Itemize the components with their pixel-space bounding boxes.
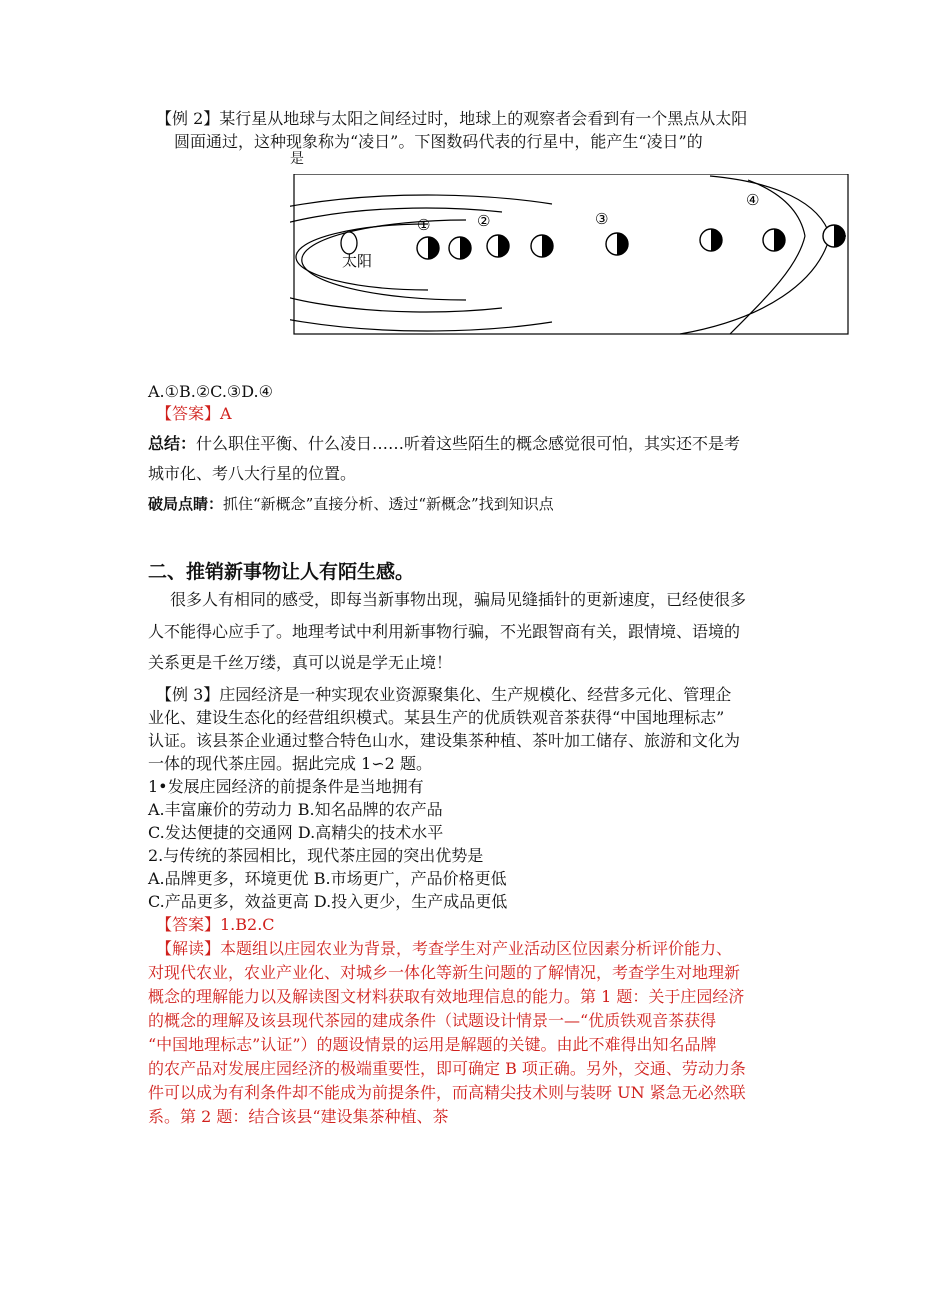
question2-options-ab: A.品牌更多，环境更优 B.市场更广，产品价格更低 — [148, 869, 507, 888]
section2-para-line2: 人不能得心应手了。地理考试中利用新事物行骗，不光跟智商有关，跟情境、语境的 — [148, 622, 741, 641]
explanation-line-7: 件可以成为有利条件却不能成为前提条件，而高精尖技术则与装呀 UN 紧急无必然联 — [148, 1083, 746, 1102]
planet-3-icon — [487, 235, 509, 257]
planet-label-1: ① — [417, 216, 431, 234]
example2-line2: 圆面通过，这种现象称为“凌日”。下图数码代表的行星中，能产生“凌日”的 — [174, 132, 703, 151]
example3-line-4: 一体的现代茶庄园。据此完成 1∽2 题。 — [148, 754, 432, 773]
example3-line-1: 【例 3】庄园经济是一种实现农业资源聚集化、生产规模化、经营多元化、管理企 — [156, 685, 732, 704]
sun-label: 太阳 — [342, 252, 373, 270]
planet-4-icon — [531, 235, 553, 257]
planet-1-icon — [417, 237, 439, 259]
question2-options-cd: C.产品更多，效益更高 D.投入更少，生产成品更低 — [148, 892, 508, 911]
question2-stem: 2.与传统的茶园相比，现代茶庄园的突出优势是 — [148, 846, 484, 865]
summary-line1 — [148, 429, 740, 459]
explanation-line-3: 概念的理解能力以及解读图文材料获取有效地理信息的能力。第 1 题：关于庄园经济 — [148, 987, 745, 1006]
breakthrough-label: 破局点睛： — [148, 495, 224, 513]
planet-7-icon — [763, 229, 785, 251]
question1-options-ab: A.丰富廉价的劳动力 B.知名品牌的农产品 — [148, 800, 443, 819]
example2-line1: 【例 2】某行星从地球与太阳之间经过时，地球上的观察者会看到有一个黑点从太阳 — [156, 109, 748, 128]
planet-2-icon — [449, 237, 471, 259]
planet-label-2: ② — [477, 212, 491, 230]
section2-title: 二、推销新事物让人有陌生感。 — [148, 561, 415, 583]
example2-answer: 【答案】A — [156, 404, 232, 423]
explanation-line-5: “中国地理标志”认证”）的题设情景的运用是解题的关键。由此不难得出知名品牌 — [148, 1035, 717, 1054]
question1-options-cd: C.发达便捷的交通网 D.高精尖的技术水平 — [148, 823, 444, 842]
breakthrough-text: 抓住“新概念”直接分析、透过“新概念”找到知识点 — [223, 495, 554, 513]
summary-text-1: 什么职住平衡、什么凌日……听着这些陌生的概念感觉很可怕，其实还不是考 — [196, 434, 741, 453]
explanation-line-2: 对现代农业，农业产业化、对城乡一体化等新生问题的了解情况，考查学生对地理新 — [148, 963, 741, 982]
example3-line-2: 业化、建设生态化的经营组织模式。某县生产的优质铁观音茶获得“中国地理标志” — [148, 708, 725, 727]
explanation-line-4: 的概念的理解及该县现代茶园的建成条件（试题设计情景一—“优质铁观音茶获得 — [148, 1011, 717, 1030]
explanation-line-6: 的农产品对发展庄园经济的极端重要性，即可确定 B 项正确。另外，交通、劳动力条 — [148, 1059, 746, 1078]
breakthrough-line — [148, 493, 554, 515]
sun-icon — [341, 232, 357, 254]
planet-6-icon — [700, 229, 722, 251]
example2-options: A.①B.②C.③D.④ — [148, 382, 273, 401]
explanation-line-1: 【解读】本题组以庄园农业为背景，考查学生对产业活动区位因素分析评价能力、 — [156, 939, 733, 958]
section2-para-line1: 很多人有相同的感受，即每当新事物出现，骗局见缝插针的更新速度，已经使很多 — [170, 590, 747, 609]
planet-label-3: ③ — [595, 210, 609, 228]
summary-line2: 城市化、考八大行星的位置。 — [148, 464, 357, 483]
summary-label: 总结： — [148, 434, 197, 453]
planet-5-icon — [606, 233, 628, 255]
explanation-line-8: 系。第 2 题：结合该县“建设集茶种植、茶 — [148, 1107, 449, 1126]
example3-line-3: 认证。该县茶企业通过整合特色山水，建设集茶种植、茶叶加工储存、旅游和文化为 — [148, 731, 741, 750]
question1-stem: 1•发展庄园经济的前提条件是当地拥有 — [148, 777, 424, 796]
example2-line3: 是 — [290, 151, 304, 167]
planet-8-icon — [823, 225, 845, 247]
section2-para-line3: 关系更是千丝万缕，真可以说是学无止境！ — [148, 653, 453, 672]
example3-answer: 【答案】1.B2.C — [156, 915, 275, 934]
planet-label-4: ④ — [746, 191, 760, 209]
solar-system-diagram — [290, 174, 850, 336]
